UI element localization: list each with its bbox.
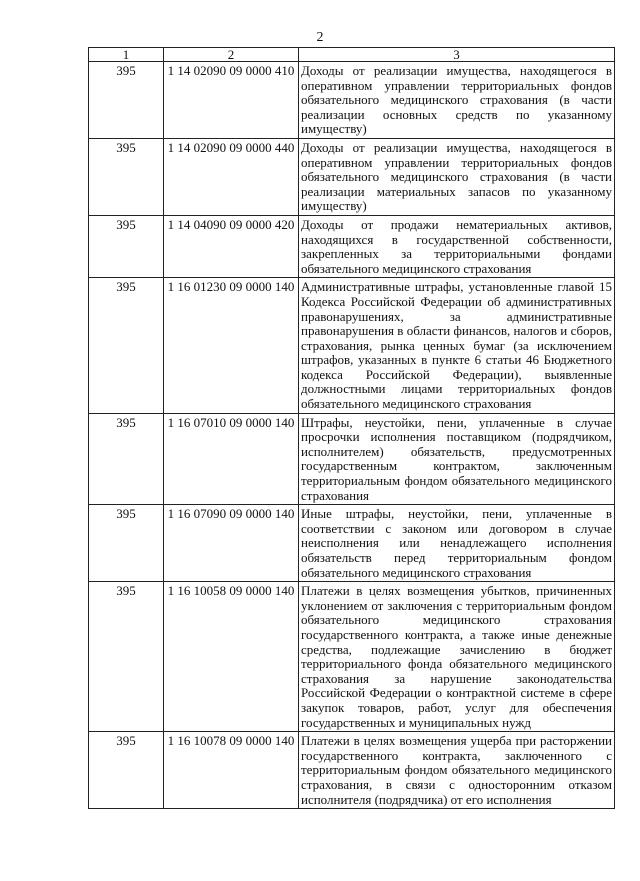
table-row	[89, 215, 615, 277]
column-header-2: 2	[164, 48, 299, 62]
description-cell: Штрафы, неустойки, пени, уплаченные в случае просрочки исполнения поставщиком (подрядчиком, исполнителем) обязательств, предусмотренных государственным контрактом, заключенным территориальным фондом обязательного медицинского страхования	[299, 413, 615, 505]
budget-codes-table	[88, 47, 615, 809]
table-row	[89, 62, 615, 139]
description-cell: Административные штрафы, установленные главой 15 Кодекса Российской Федерации об административных правонарушениях, за административные правонарушения в области финансов, налогов и сборов, страхования, рынка ценных бумаг (за исключением штрафов, указанных в пункте 6 статьи 46 Бюджетного кодекса Российской Федерации), выявленные должностными лицами территориальных фондов обязательного медицинского страхования	[299, 278, 615, 413]
budget-code-cell: 1 16 07010 09 0000 140	[164, 413, 299, 505]
description-cell: Доходы от реализации имущества, находящегося в оперативном управлении территориальных фондов обязательного медицинского страхования (в части реализации материальных запасов по указанному имуществу)	[299, 138, 615, 215]
table-row	[89, 278, 615, 413]
admin-code-cell: 395	[89, 413, 164, 505]
budget-code-cell: 1 16 10058 09 0000 140	[164, 582, 299, 732]
admin-code-cell: 395	[89, 732, 164, 809]
budget-code-cell: 1 14 04090 09 0000 420	[164, 215, 299, 277]
page-number: 2	[316, 30, 324, 45]
admin-code-cell: 395	[89, 505, 164, 582]
budget-code-cell: 1 16 07090 09 0000 140	[164, 505, 299, 582]
admin-code-cell: 395	[89, 215, 164, 277]
admin-code-cell: 395	[89, 138, 164, 215]
table-row	[89, 582, 615, 732]
admin-code-cell: 395	[89, 278, 164, 413]
description-cell: Платежи в целях возмещения ущерба при расторжении государственного контракта, заключенного с территориальным фондом обязательного медицинского страхования, в связи с односторонним отказом исполнителя (подрядчика) от его исполнения	[299, 732, 615, 809]
table-row	[89, 138, 615, 215]
table-row	[89, 505, 615, 582]
budget-code-cell: 1 16 10078 09 0000 140	[164, 732, 299, 809]
admin-code-cell: 395	[89, 62, 164, 139]
description-cell: Доходы от реализации имущества, находящегося в оперативном управлении территориальных фондов обязательного медицинского страхования (в части реализации основных средств по указанному имуществу)	[299, 62, 615, 139]
description-cell: Иные штрафы, неустойки, пени, уплаченные в соответствии с законом или договором в случае неисполнения или ненадлежащего исполнения обязательств перед территориальным фондом обязательного медицинского страхования	[299, 505, 615, 582]
column-header-1: 1	[89, 48, 164, 62]
column-header-3: 3	[299, 48, 615, 62]
description-cell: Доходы от продажи нематериальных активов, находящихся в государственной собственности, закрепленных за территориальными фондами обязательного медицинского страхования	[299, 215, 615, 277]
budget-code-cell: 1 16 01230 09 0000 140	[164, 278, 299, 413]
table-row	[89, 413, 615, 505]
budget-code-cell: 1 14 02090 09 0000 410	[164, 62, 299, 139]
table-header-row	[89, 48, 615, 62]
table-row	[89, 732, 615, 809]
budget-code-cell: 1 14 02090 09 0000 440	[164, 138, 299, 215]
description-cell: Платежи в целях возмещения убытков, причиненных уклонением от заключения с территориальным фондом обязательного медицинского страхования государственного контракта, а также иные денежные средства, подлежащие зачислению в бюджет территориального фонда обязательного медицинского страхования за нарушение законодательства Российской Федерации о контрактной системе в сфере закупок товаров, работ, услуг для обеспечения государственных и муниципальных нужд	[299, 582, 615, 732]
admin-code-cell: 395	[89, 582, 164, 732]
